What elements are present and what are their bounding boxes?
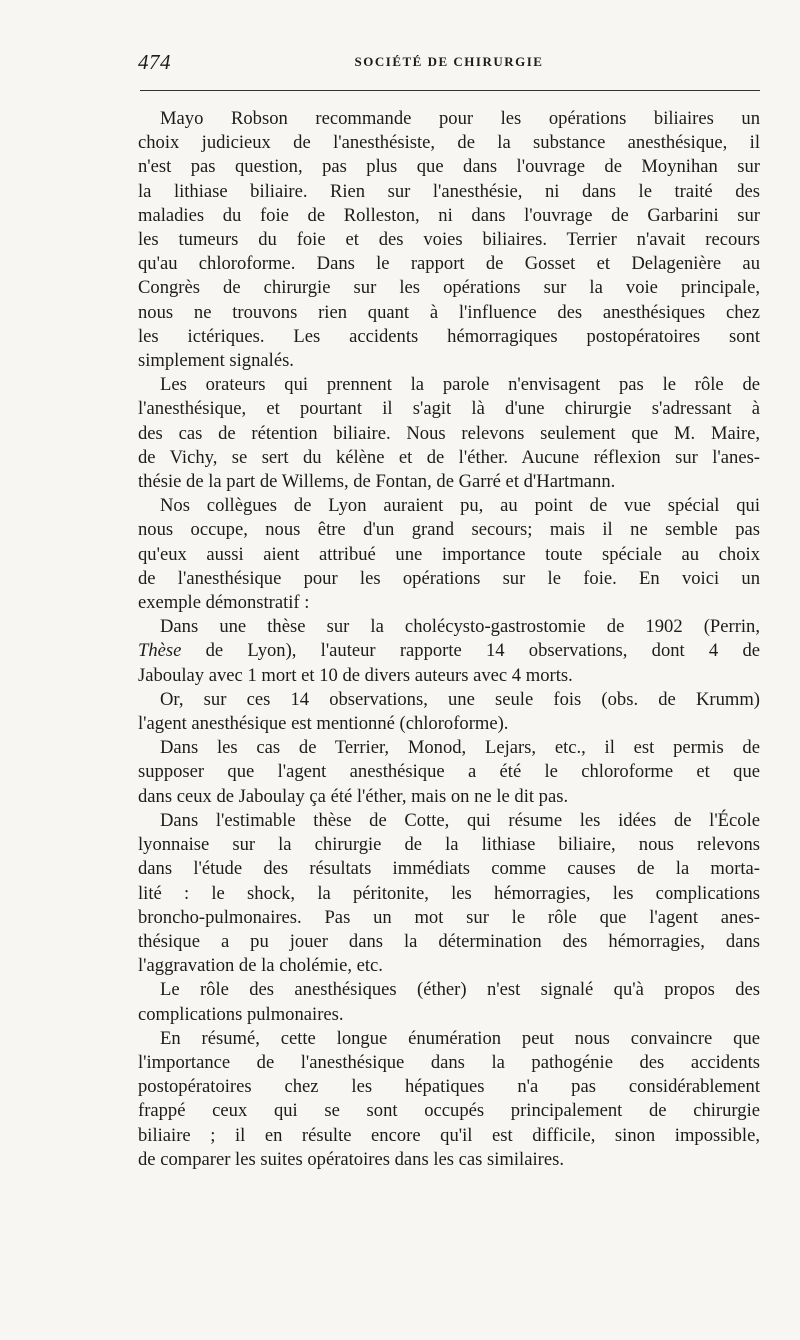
text-line: Le rôle des anesthésiques (éther) n'est signalé qu'à propos des: [160, 979, 760, 1001]
text-line: des cas de rétention biliaire. Nous relevons seulement que M. Maire,: [138, 422, 760, 444]
text-line: de l'anesthésique pour les opérations sur le foie. En voici un: [138, 567, 760, 589]
text-line: dans l'étude des résultats immédiats comme causes de la morta-: [138, 858, 760, 880]
text-line: Dans l'estimable thèse de Cotte, qui résume les idées de l'École: [160, 809, 760, 831]
text-line: Dans les cas de Terrier, Monod, Lejars, etc., il est permis de: [160, 737, 760, 759]
text-line: supposer que l'agent anesthésique a été le chloroforme et que: [138, 761, 760, 783]
text-line: Thèse de Lyon), l'auteur rapporte 14 observations, dont 4 de: [138, 640, 760, 662]
paragraph: [138, 373, 760, 494]
text-line: nous ne trouvons rien quant à l'influence des anesthésiques chez: [138, 301, 760, 323]
text-line: dans ceux de Jaboulay ça été l'éther, mais on ne le dit pas.: [138, 785, 569, 807]
text-line: choix judicieux de l'anesthésiste, de la substance anesthésique, il: [138, 132, 760, 154]
text-line: qu'eux aussi aient attribué une importance toute spéciale au choix: [138, 543, 760, 565]
text-line: biliaire ; il en résulte encore qu'il est difficile, sinon impossible,: [138, 1124, 760, 1146]
text-line: frappé ceux qui se sont occupés principalement de chirurgie: [138, 1100, 760, 1122]
header-rule: [140, 90, 760, 91]
page-header: [138, 50, 760, 74]
text-line: l'importance de l'anesthésique dans la pathogénie des accidents: [138, 1051, 760, 1073]
text-line: postopératoires chez les hépatiques n'a pas considérablement: [138, 1076, 760, 1098]
text-line: l'agent anesthésique est mentionné (chloroforme).: [138, 713, 509, 735]
paragraph: [138, 978, 760, 1026]
text-line: Dans une thèse sur la cholécysto-gastrostomie de 1902 (Perrin,: [160, 616, 760, 638]
body-text: [138, 107, 760, 1172]
text-line: l'anesthésique, et pourtant il s'agit là d'une chirurgie s'adressant à: [138, 398, 760, 420]
text-line: lyonnaise sur la chirurgie de la lithiase biliaire, nous relevons: [138, 834, 760, 856]
paragraph: [138, 107, 760, 373]
paragraph: [138, 615, 760, 688]
italic-term: Thèse: [138, 640, 182, 662]
text-line: Congrès de chirurgie sur les opérations sur la voie principale,: [138, 277, 760, 299]
text-line: Or, sur ces 14 observations, une seule fois (obs. de Krumm): [160, 688, 760, 710]
text-line: les tumeurs du foie et des voies biliaires. Terrier n'avait recours: [138, 229, 760, 251]
text-line: exemple démonstratif :: [138, 592, 310, 614]
text-line: nous occupe, nous être d'un grand secours; mais il ne semble pas: [138, 519, 760, 541]
paragraph: [138, 1027, 760, 1172]
text-line: l'aggravation de la cholémie, etc.: [138, 955, 383, 977]
paragraph: [138, 809, 760, 978]
text-line: thésie de la part de Willems, de Fontan, de Garré et d'Hartmann.: [138, 471, 616, 493]
text-line: Jaboulay avec 1 mort et 10 de divers auteurs avec 4 morts.: [138, 664, 573, 686]
text-line: maladies du foie de Rolleston, ni dans l'ouvrage de Garbarini sur: [138, 204, 760, 226]
text-line: les ictériques. Les accidents hémorragiques postopératoires sont: [138, 325, 760, 347]
text-line: qu'au chloroforme. Dans le rapport de Gosset et Delagenière au: [138, 253, 760, 275]
text-line: Mayo Robson recommande pour les opérations biliaires un: [160, 108, 760, 129]
text-line: n'est pas question, pas plus que dans l'ouvrage de Moynihan sur: [138, 156, 760, 178]
text-line: broncho-pulmonaires. Pas un mot sur le rôle que l'agent anes-: [138, 906, 760, 928]
text-line: Les orateurs qui prennent la parole n'envisagent pas le rôle de: [160, 374, 760, 396]
text-line: de comparer les suites opératoires dans les cas similaires.: [138, 1148, 564, 1170]
text-line: de Vichy, se sert du kélène et de l'éther. Aucune réflexion sur l'anes-: [138, 446, 760, 468]
text-line: simplement signalés.: [138, 350, 294, 372]
paragraph: [138, 494, 760, 615]
text-line: thésique a pu jouer dans la détermination des hémorragies, dans: [138, 930, 760, 952]
text-line: Nos collègues de Lyon auraient pu, au point de vue spécial qui: [160, 495, 760, 517]
text-line: En résumé, cette longue énumération peut nous convaincre que: [160, 1027, 760, 1049]
running-head: SOCIÉTÉ DE CHIRURGIE: [354, 54, 544, 69]
text-line: complications pulmonaires.: [138, 1003, 344, 1025]
page-number: 474: [138, 50, 171, 74]
text-line: la lithiase biliaire. Rien sur l'anesthésie, ni dans le traité des: [138, 180, 760, 202]
text-line: lité : le shock, la péritonite, les hémorragies, les complications: [138, 882, 760, 904]
paragraph: [138, 688, 760, 736]
paragraph: [138, 736, 760, 809]
